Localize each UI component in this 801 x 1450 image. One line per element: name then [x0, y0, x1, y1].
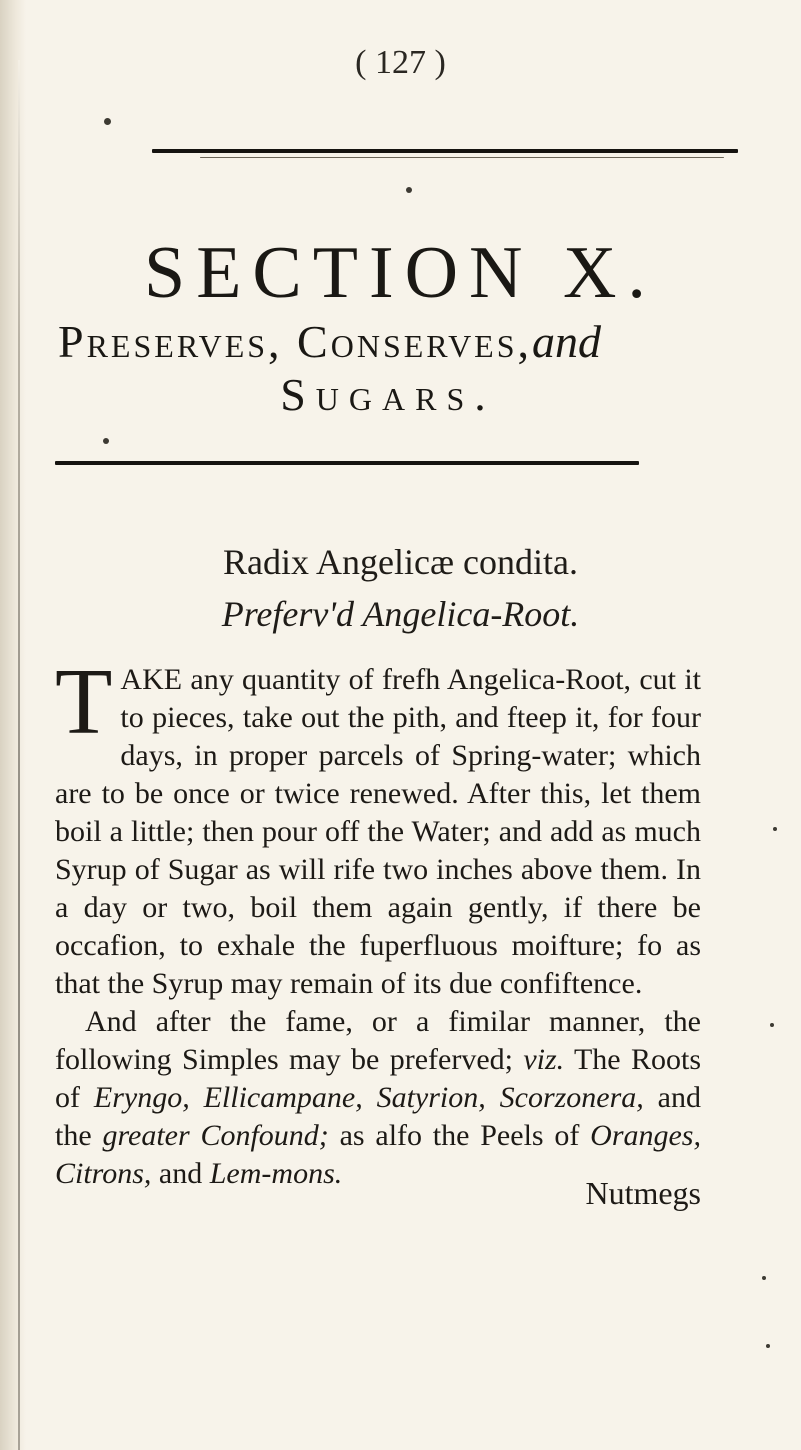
and-text: and: [151, 1157, 210, 1190]
recipe-english-title: Preferv'd Angelica-Root.: [221, 594, 580, 634]
oranges-term: Oranges,: [590, 1119, 701, 1152]
section-title: SECTION X.: [144, 232, 657, 314]
ink-speck: [766, 1344, 770, 1348]
also-peels-text: as alfo the Peels of: [328, 1119, 591, 1152]
ink-speck: [103, 438, 109, 444]
drop-cap: T: [55, 650, 113, 754]
recipe-latin-title: Radix Angelicæ condita.: [223, 542, 578, 582]
ink-speck: [770, 1023, 774, 1027]
subtitle-and: and: [532, 316, 602, 367]
subtitle-text: Preserves, Conserves,: [58, 316, 533, 367]
section-subtitle: [58, 316, 758, 422]
roots-text: The Roots of: [55, 1043, 701, 1114]
and-the-text: and the: [55, 1081, 701, 1152]
paragraph-1-text: AKE any quantity of frefh Angelica-Root, cut it to pieces, take out the pith, and fteep it, for four days, in proper parcels of Spring-water; which are to be once or twice renewed. After this, let them boil a little; then pour off the Water; and add as much Syrup of Sugar as will rife two inches above them. In a day or two, boil them again gently, if there be occafion, to exhale the fuperfluous moifture; fo as that the Syrup may remain of its due confiftence.: [55, 663, 701, 1000]
middle-rule: [55, 461, 639, 465]
ink-speck: [762, 1276, 766, 1280]
recipe-body: [55, 650, 701, 1193]
paragraph-2: [55, 1003, 701, 1193]
paragraph-2-start: And after the fame, or a fimilar manner, the following Simples may be preferved;: [55, 1005, 701, 1076]
top-rule-thin: [200, 157, 724, 158]
ellicampane-term: Ellicampane,: [189, 1081, 363, 1114]
eryngo-term: Eryngo,: [93, 1081, 190, 1114]
page-edge-shadow: [0, 0, 26, 1450]
catchword: Nutmegs: [585, 1175, 701, 1211]
subtitle-line-1: [58, 316, 758, 369]
greater-confound-term: greater Confound;: [102, 1119, 329, 1152]
subtitle-line-2: Sugars.: [280, 368, 496, 420]
page-number: ( 127 ): [355, 44, 446, 81]
satyrion-term: Satyrion,: [362, 1081, 486, 1114]
viz-term: viz.: [523, 1043, 565, 1076]
citrons-term: Citrons,: [55, 1157, 152, 1190]
top-rule: [152, 149, 738, 153]
ink-speck: [104, 118, 111, 125]
ink-speck: [406, 187, 412, 193]
scorzonera-term: Scorzonera,: [485, 1081, 644, 1114]
paragraph-1: [55, 650, 701, 1003]
ink-speck: [773, 827, 777, 831]
lemmons-term: Lem-mons.: [209, 1157, 343, 1190]
